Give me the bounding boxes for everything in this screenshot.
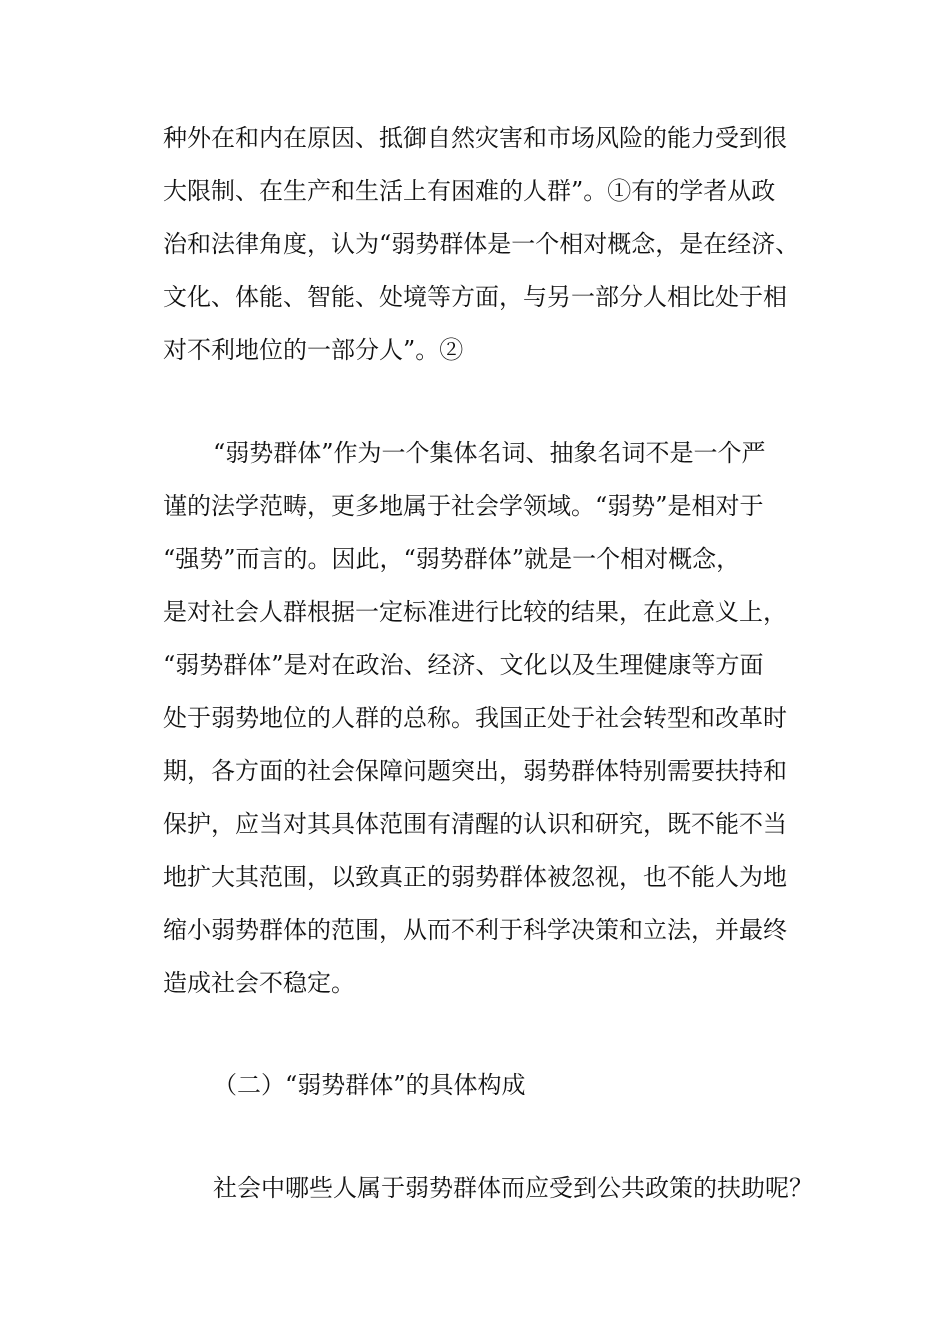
paragraph-2-line-11: 造成社会不稳定。 (163, 969, 355, 997)
paragraph-2-line-8: 保护，应当对其具体范围有清醒的认识和研究，既不能不当 (163, 810, 787, 838)
paragraph-2-line-6: 处于弱势地位的人群的总称。我国正处于社会转型和改革时 (163, 704, 787, 732)
paragraph-2-line-10: 缩小弱势群体的范围，从而不利于科学决策和立法，并最终 (163, 916, 787, 944)
paragraph-1-line-3: 治和法律角度，认为“弱势群体是一个相对概念，是在经济、 (163, 230, 800, 258)
paragraph-1-line-5: 对不利地位的一部分人”。② (163, 336, 464, 364)
paragraph-2-line-7: 期，各方面的社会保障问题突出，弱势群体特别需要扶持和 (163, 757, 787, 785)
paragraph-3-line-1: 社会中哪些人属于弱势群体而应受到公共政策的扶助呢？ (213, 1174, 813, 1202)
paragraph-2-line-3: “强势”而言的。因此，“弱势群体”就是一个相对概念， (163, 545, 741, 573)
paragraph-2-line-4: 是对社会人群根据一定标准进行比较的结果，在此意义上， (163, 598, 787, 626)
paragraph-1-line-2: 大限制、在生产和生活上有困难的人群”。①有的学者从政 (163, 177, 776, 205)
paragraph-1-line-4: 文化、体能、智能、处境等方面，与另一部分人相比处于相 (163, 283, 787, 311)
paragraph-2-line-9: 地扩大其范围，以致真正的弱势群体被忽视，也不能人为地 (163, 863, 787, 891)
paragraph-2-line-5: “弱势群体”是对在政治、经济、文化以及生理健康等方面 (163, 651, 764, 679)
section-heading: （二）“弱势群体”的具体构成 (213, 1071, 526, 1099)
paragraph-2-line-2: 谨的法学范畴，更多地属于社会学领域。“弱势”是相对于 (163, 492, 764, 520)
paragraph-2-line-1: “弱势群体”作为一个集体名词、抽象名词不是一个严 (213, 439, 766, 467)
paragraph-1-line-1: 种外在和内在原因、抵御自然灾害和市场风险的能力受到很 (163, 124, 787, 152)
